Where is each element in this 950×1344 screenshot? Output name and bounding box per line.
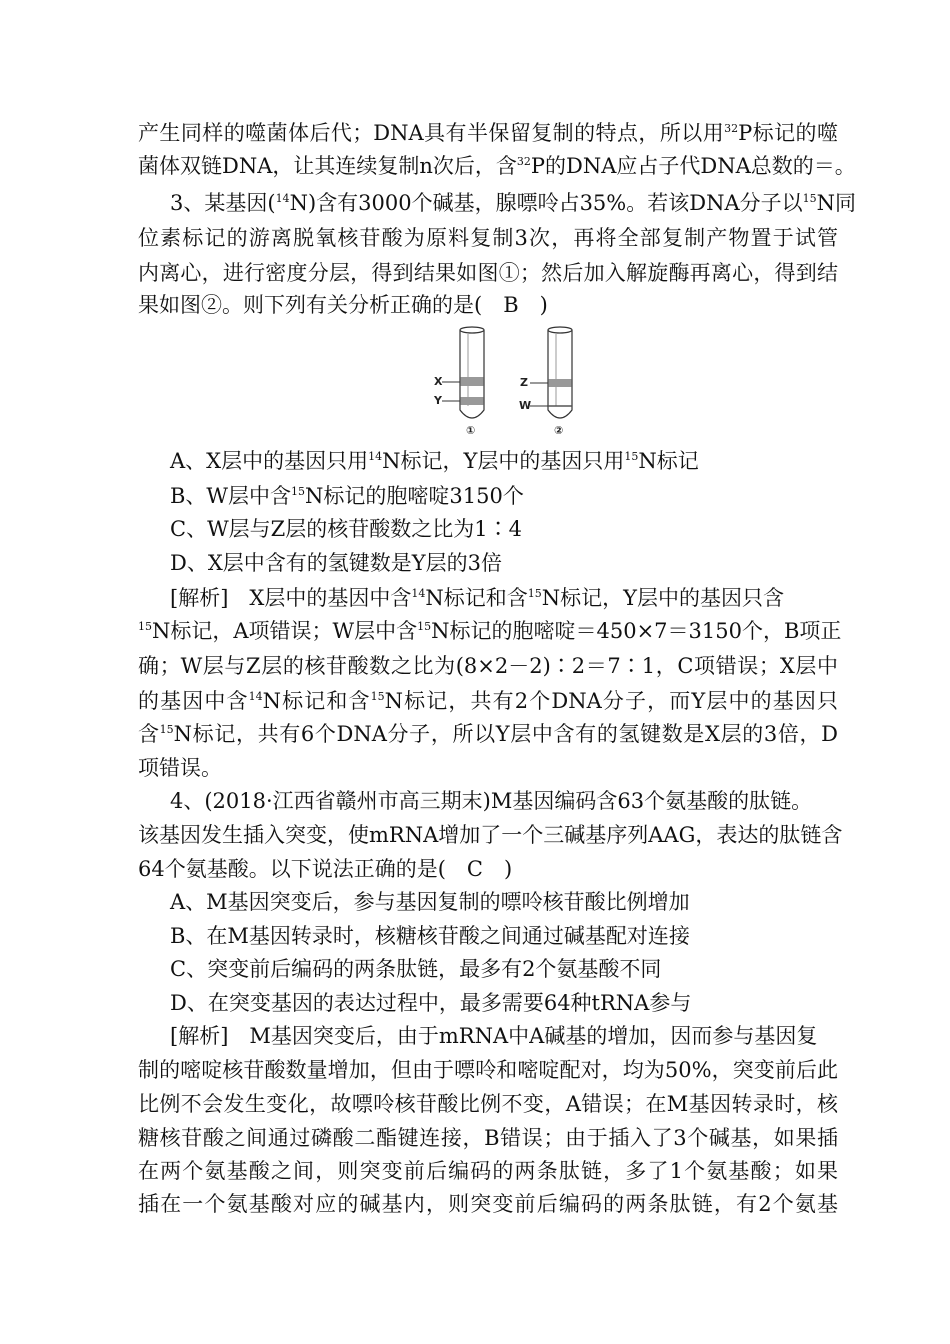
- label-y: Y: [434, 394, 442, 407]
- option-a: A、M基因突变后，参与基因复制的嘌呤核苷酸比例增加: [170, 890, 690, 914]
- text-line: 糖核苷酸之间通过磷酸二酯键连接，B错误；由于插入了3个碱基，如果插: [138, 1126, 838, 1150]
- tube-2: [519, 327, 572, 437]
- text-line: 制的嘧啶核苷酸数量增加，但由于嘌呤和嘧啶配对，均为50%，突变前后此: [138, 1058, 838, 1082]
- option-b: B、W层中含$^{15}$N标记的胞嘧啶3150个: [170, 484, 524, 508]
- text-line: 比例不会发生变化，故嘌呤核苷酸比例不变，A错误；在M基因转录时，核: [138, 1092, 838, 1116]
- text-line: 确；W层与Z层的核苷酸数之比为(8×2－2)∶2＝7∶1，C项错误；X层中: [138, 654, 838, 678]
- caption-1: ①: [466, 424, 476, 437]
- text-line: 该基因发生插入突变，使mRNA增加了一个三碱基序列AAG，表达的肽链含: [138, 823, 843, 847]
- text-line: 插在一个氨基酸对应的碱基内，则突变前后编码的两条肽链，有2个氨基: [138, 1192, 838, 1216]
- text-line: 在两个氨基酸之间，则突变前后编码的两条肽链，多了1个氨基酸；如果: [138, 1159, 838, 1183]
- band-y: [461, 397, 484, 405]
- text-line: 64个氨基酸。以下说法正确的是( C ): [138, 857, 513, 881]
- question-3-stem: 3、某基因($^{14}$N)含有3000个碱基，腺嘌呤占35%。若该DNA分子以$^{15}$N同: [170, 191, 857, 215]
- option-c: C、W层与Z层的核苷酸数之比为1∶4: [170, 517, 522, 541]
- analysis-4: [解析] M基因突变后，由于mRNA中A碱基的增加，因而参与基因复: [170, 1024, 818, 1048]
- label-x: X: [434, 375, 443, 388]
- tube-1: [433, 327, 484, 437]
- option-c: C、突变前后编码的两条肽链，最多有2个氨基酸不同: [170, 957, 662, 981]
- option-a: A、X层中的基因只用$^{14}$N标记，Y层中的基因只用$^{15}$N标记: [170, 449, 699, 473]
- label-z: Z: [520, 376, 528, 389]
- text-line: $^{15}$N标记，A项错误；W层中含$^{15}$N标记的胞嘧啶＝450×7＝3150个，B项正: [138, 619, 842, 643]
- band-x: [461, 377, 484, 386]
- label-w: W: [519, 399, 532, 412]
- band-z: [549, 379, 572, 387]
- caption-2: ②: [554, 424, 564, 437]
- text-line: 的基因中含$^{14}$N标记和含$^{15}$N标记，共有2个DNA分子，而Y层中的基因只: [138, 689, 839, 713]
- text-line: 果如图②。则下列有关分析正确的是( B ): [138, 293, 548, 317]
- option-b: B、在M基因转录时，核糖核苷酸之间通过碱基配对连接: [170, 924, 690, 948]
- text-line: 内离心，进行密度分层，得到结果如图①；然后加入解旋酶再离心，得到结: [138, 261, 838, 285]
- option-d: D、在突变基因的表达过程中，最多需要64种tRNA参与: [170, 991, 692, 1015]
- text-line: 菌体双链DNA，让其连续复制n次后，含$^{32}$P的DNA应占子代DNA总数的＝。: [138, 154, 856, 178]
- text-line: 产生同样的噬菌体后代；DNA具有半保留复制的特点，所以用$^{32}$P标记的噬: [138, 121, 838, 145]
- option-d: D、X层中含有的氢键数是Y层的3倍: [170, 551, 503, 575]
- question-4-stem: 4、(2018·江西省赣州市高三期末)M基因编码含63个氨基酸的肽链。: [170, 789, 813, 813]
- centrifuge-tubes-figure: [420, 322, 590, 442]
- text-line: 含$^{15}$N标记，共有6个DNA分子，所以Y层中含有的氢键数是X层的3倍，D: [138, 722, 839, 746]
- text-line: 项错误。: [138, 756, 222, 780]
- analysis-3: [解析] X层中的基因中含$^{14}$N标记和含$^{15}$N标记，Y层中的基因只含: [170, 586, 784, 610]
- text-line: 位素标记的游离脱氧核苷酸为原料复制3次，再将全部复制产物置于试管: [138, 226, 838, 250]
